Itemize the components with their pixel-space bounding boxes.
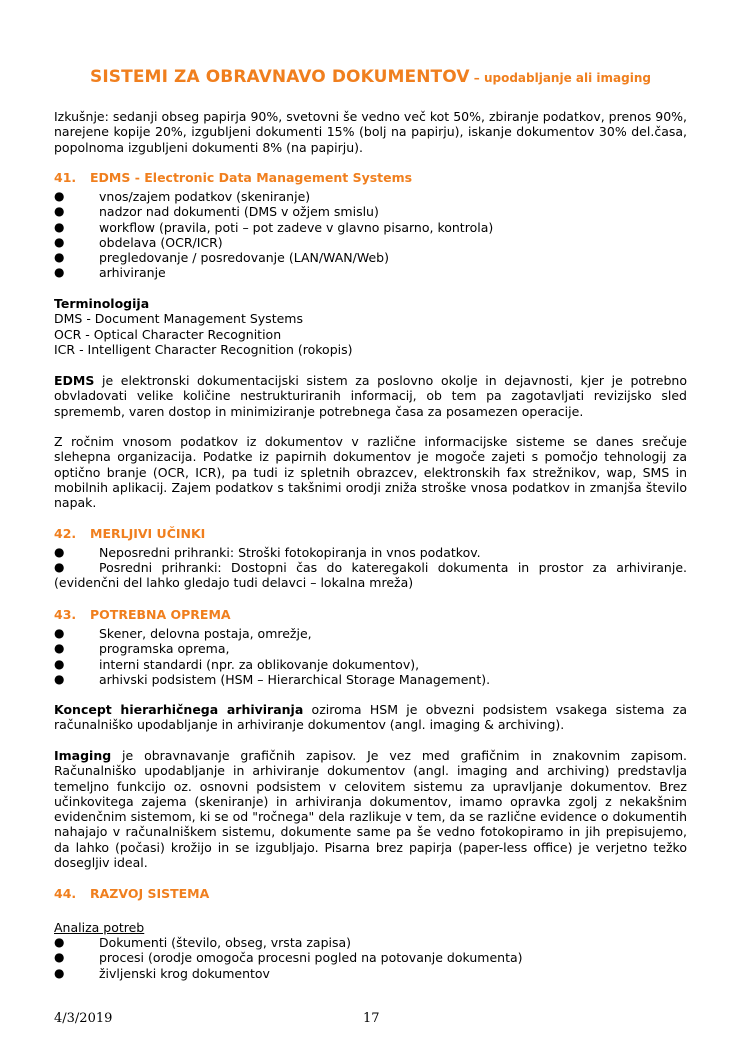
list-item: ● vnos/zajem podatkov (skeniranje) — [54, 189, 311, 204]
footer-page-number: 17 — [363, 1011, 380, 1026]
terminology-block — [54, 296, 687, 357]
section-44-list — [54, 935, 687, 981]
bullet-icon: ● — [54, 204, 65, 219]
bullet-icon: ● — [54, 219, 65, 234]
intro-paragraph: Izkušnje: sedanji obseg papirja 90%, svetovni še vedno več kot 50%, zbiranje podatkov, prenos 90%, narejene kopije 20%, izgubljeni dokumenti 15% (bolj na papirju), iskanje dokumentov 30% del.časa, popolnoma izgubljeni dokumenti 8% (na papirju). — [54, 109, 687, 155]
concept-paragraph: Koncept hierarhičnega arhiviranja oziroma HSM je obvezni podsistem vsakega sistema za računalniško upodabljanje in arhiviranje dokumentov (angl. imaging & archiving). — [54, 702, 687, 733]
section-44-heading — [54, 886, 687, 901]
section-41-heading — [54, 170, 687, 185]
section-44-number: 44. — [54, 886, 77, 901]
concept-term: Koncept hierarhičnega arhiviranja — [54, 702, 304, 717]
section-41-number: 41. — [54, 170, 77, 185]
section-41-title: EDMS - Electronic Data Management Systems — [90, 170, 413, 185]
footer-date: 4/3/2019 — [54, 1011, 113, 1026]
bullet-icon: ● — [54, 560, 65, 574]
bullet-icon: ● — [54, 641, 65, 656]
bullet-icon: ● — [54, 965, 65, 980]
section-42-heading — [54, 526, 687, 541]
bullet-icon: ● — [54, 265, 65, 280]
section-42-title: MERLJIVI UČINKI — [90, 526, 206, 541]
list-item: ● interni standardi (npr. za oblikovanje dokumentov), — [54, 656, 420, 672]
bullet-icon: ● — [54, 656, 65, 671]
bullet-icon: ● — [54, 234, 65, 249]
title-main: SISTEMI ZA OBRAVNAVO DOKUMENTOV — [90, 67, 470, 87]
document-title — [54, 67, 687, 87]
list-item: ● Dokumenti (število, obseg, vrsta zapisa) — [54, 935, 352, 950]
list-item: ● obdelava (OCR/ICR) — [54, 234, 223, 250]
edms-term: EDMS — [54, 373, 95, 388]
bullet-icon: ● — [54, 950, 65, 965]
imaging-paragraph: Imaging je obravnavanje grafičnih zapisov. Je vez med grafičnim in znakovnim zapisom. Računalniško upodabljanje in arhiviranje dokumentov (angl. imaging and archiving) predstavlja temeljno funkcijo oz. osnovni podsistem v celovitem sistemu za upravljanje dokumentov. Brez učinkovitega zajema (skeniranje) in arhiviranja dokumentov, imamo opravka zgolj z nekakšnim evidenčnim sistemom, ki se od "ročnega" dela razlikuje v tem, da se različne evidence o dokumentih nahajajo v računalniškem sistemu, dokumente same pa še vedno fotokopiramo in jih prepisujemo, da lahko (počasi) krožijo in se izgubljajo. Pisarna brez papirja (paper-less office) je verjetno težko dosegljiv ideal. — [54, 748, 687, 871]
section-42-wrapped-item: ● Posredni prihranki: Dostopni čas do kateregakoli dokumenta in prostor za arhiviranje. (evidenčni del lahko gledajo tudi delavci – lokalna mreža) — [54, 560, 687, 591]
list-item: ● življenski krog dokumentov — [54, 965, 270, 981]
list-item: ● pregledovanje / posredovanje (LAN/WAN/Web) — [54, 250, 389, 266]
title-subtitle: – upodabljanje ali imaging — [469, 71, 651, 85]
analysis-subheading: Analiza potreb — [54, 920, 145, 935]
terminology-line: ICR - Intelligent Character Recognition (rokopis) — [54, 341, 353, 357]
section-43-heading — [54, 607, 687, 622]
section-43-number: 43. — [54, 607, 77, 622]
section-43-title: POTREBNA OPREMA — [90, 607, 231, 622]
bullet-icon: ● — [54, 671, 65, 686]
list-item: ● arhivski podsistem (HSM – Hierarchical Storage Management). — [54, 671, 491, 687]
imaging-term: Imaging — [54, 748, 112, 763]
list-item: ● workflow (pravila, poti – pot zadeve v glavno pisarno, kontrola) — [54, 219, 494, 235]
list-item: ● Neposredni prihranki: Stroški fotokopiranja in vnos podatkov. — [54, 545, 481, 560]
section-44-title: RAZVOJ SISTEMA — [90, 886, 210, 901]
list-item: ● nadzor nad dokumenti (DMS v ožjem smislu) — [54, 204, 379, 220]
bullet-icon: ● — [54, 189, 65, 203]
list-item: ● arhiviranje — [54, 265, 166, 281]
bullet-icon: ● — [54, 935, 65, 949]
bullet-icon: ● — [54, 545, 65, 559]
bullet-icon: ● — [54, 250, 65, 265]
section-42-list — [54, 545, 687, 560]
manual-entry-paragraph: Z ročnim vnosom podatkov iz dokumentov v različne informacijske sisteme se danes srečuje slehерna organizacija. Podatke iz papirnih dokumentov je mogoče zajeti s pomočjo tehnologij za optično branje (OCR, ICR), pa tudi iz spletnih obrazcev, elektronskih fax strežnikov, wap, SMS in mobilnih aplikacij. Zajem podatkov s takšnimi orodji zniža stroške vnosa podatkov in zmanjša število napak. — [54, 434, 687, 511]
terminology-line: DMS - Document Management Systems — [54, 311, 303, 327]
bullet-icon: ● — [54, 626, 65, 640]
terminology-title: Terminologija — [54, 296, 150, 311]
section-43-list — [54, 626, 687, 687]
section-42-number: 42. — [54, 526, 77, 541]
section-41-list — [54, 189, 687, 281]
edms-paragraph: EDMS je elektronski dokumentacijski sistem za poslovno okolje in dejavnosti, kjer je potrebno obvladovati velike količine nestrukturiranih informacij, ob tem pa zagotavljati revizijsko sled sprememb, varen dostop in minimiziranje potrebnega časa za posamezen operacije. — [54, 373, 687, 419]
list-item: ● programska oprema, — [54, 641, 230, 657]
list-item: ● Skener, delovna postaja, omrežje, — [54, 626, 312, 641]
list-item: ● procesi (orodje omogoča procesni pogled na potovanje dokumenta) — [54, 950, 523, 966]
terminology-line: OCR - Optical Character Recognition — [54, 326, 282, 342]
